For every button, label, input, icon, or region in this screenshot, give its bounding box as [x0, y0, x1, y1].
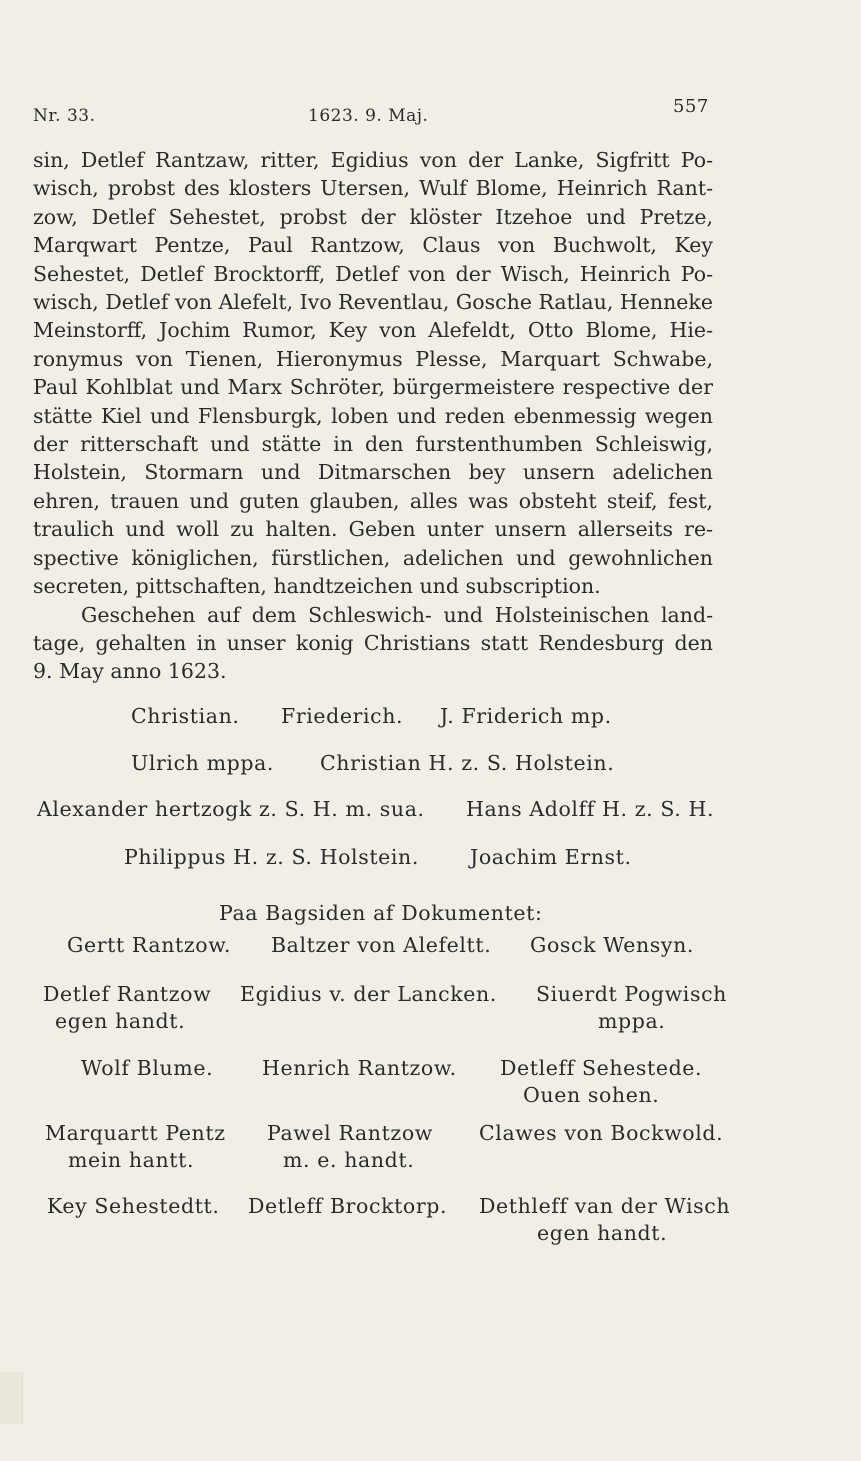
document-date: 1623. 9. Maj. [308, 106, 429, 126]
verso-heading: Paa Bagsiden af Dokumentet: [219, 901, 543, 925]
verso-signature: Marquartt Pentz [45, 1121, 226, 1145]
body-line: Meinstorff, Jochim Rumor, Key von Alefeldt, Otto Blome, Hie- [33, 318, 713, 343]
verso-signature: Dethleff van der Wisch [479, 1194, 731, 1218]
closing-line: tage, gehalten in unser konig Christians statt Rendesburg den [33, 630, 713, 655]
body-line: der ritterschaft und stätte in den furstenthumben Schleiswig, [33, 432, 713, 457]
verso-signature: Key Sehestedtt. [47, 1194, 220, 1218]
signature: Hans Adolff H. z. S. H. [466, 797, 715, 821]
body-line: wisch, Detlef von Alefelt, Ivo Reventlau, Gosche Ratlau, Henneke [33, 290, 713, 315]
body-line: Holstein, Stormarn und Ditmarschen bey unsern adelichen [33, 460, 713, 485]
body-line: secreten, pittschaften, handtzeichen und subscription. [33, 574, 601, 599]
verso-signature: egen handt. [537, 1221, 668, 1245]
signature: Friederich. [281, 704, 404, 728]
signature: Joachim Ernst. [470, 845, 632, 869]
body-line: wisch, probst des klosters Utersen, Wulf Blome, Heinrich Rant- [33, 176, 713, 201]
page-number: 557 [673, 96, 709, 117]
verso-signature: Siuerdt Pogwisch [536, 982, 727, 1006]
verso-signature: Pawel Rantzow [267, 1121, 433, 1145]
body-line: Paul Kohlblat und Marx Schröter, bürgermeistere respective der [33, 375, 713, 400]
body-line: ehren, trauen und guten glauben, alles was obsteht steif, fest, [33, 488, 713, 513]
body-line: ronymus von Tienen, Hieronymus Plesse, Marquart Schwabe, [33, 346, 713, 371]
body-line: Marqwart Pentze, Paul Rantzow, Claus von Buchwolt, Key [33, 233, 713, 258]
verso-signature: Clawes von Bockwold. [479, 1121, 724, 1145]
verso-signature: Detleff Brocktorp. [248, 1194, 448, 1218]
body-line: Sehestet, Detlef Brocktorff, Detlef von der Wisch, Heinrich Po- [33, 261, 713, 286]
verso-signature: Detleff Sehestede. [500, 1056, 703, 1080]
verso-signature: Gosck Wensyn. [530, 933, 695, 957]
verso-signature: Henrich Rantzow. [262, 1056, 457, 1080]
page-edge-mark [0, 1372, 23, 1424]
document-number: Nr. 33. [33, 106, 96, 126]
signature: Christian. [131, 704, 240, 728]
verso-signature: Gertt Rantzow. [67, 933, 232, 957]
body-line: traulich und woll zu halten. Geben unter unsern allerseits re- [33, 517, 713, 542]
body-line: sin, Detlef Rantzaw, ritter, Egidius von der Lanke, Sigfritt Po- [33, 148, 713, 172]
verso-signature: Ouen sohen. [523, 1083, 660, 1107]
verso-signature: mein hantt. [68, 1148, 195, 1172]
verso-signature: Egidius v. der Lancken. [240, 982, 497, 1006]
signature: Christian H. z. S. Holstein. [320, 751, 615, 775]
signature: Alexander hertzogk z. S. H. m. sua. [37, 797, 425, 821]
body-line: spective königlichen, fürstlichen, adelichen und gewohnlichen [33, 545, 713, 570]
verso-signature: Wolf Blume. [81, 1056, 214, 1080]
body-text [33, 146, 713, 686]
signature: J. Friderich mp. [440, 704, 612, 728]
verso-signature: m. e. handt. [283, 1148, 415, 1172]
closing-line: 9. May anno 1623. [33, 659, 227, 684]
verso-signature: egen handt. [55, 1009, 186, 1033]
signature: Ulrich mppa. [131, 751, 275, 775]
closing-line: Geschehen auf dem Schleswich- und Holsteinischen land- [81, 602, 713, 627]
verso-signature: Detlef Rantzow [43, 982, 212, 1006]
verso-signature: Baltzer von Alefeltt. [271, 933, 492, 957]
body-line: stätte Kiel und Flensburgk, loben und reden ebenmessig wegen [33, 403, 713, 428]
signature: Philippus H. z. S. Holstein. [124, 845, 419, 869]
body-line: zow, Detlef Sehestet, probst der klöster Itzehoe und Pretze, [33, 204, 713, 229]
verso-signature: mppa. [598, 1009, 666, 1033]
